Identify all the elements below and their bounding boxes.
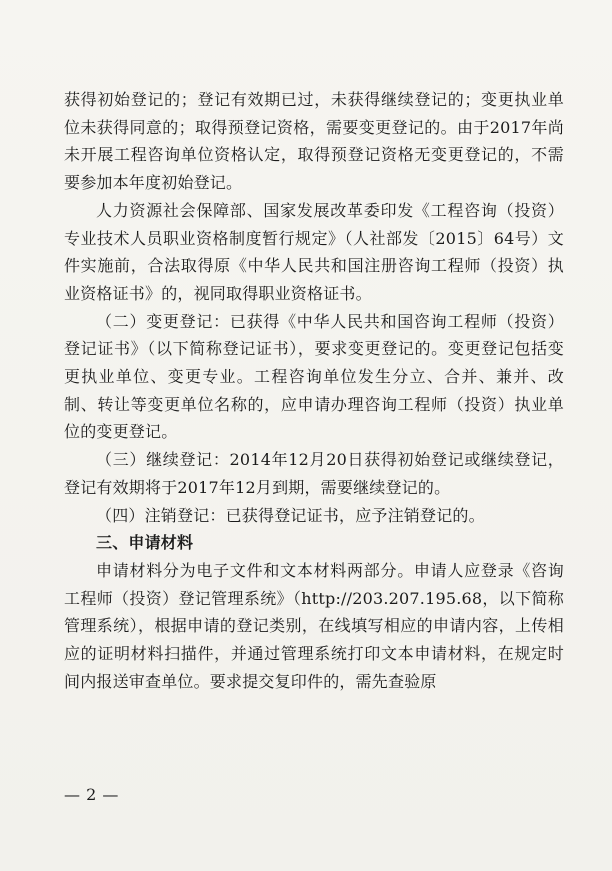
document-body [64,86,564,695]
paragraph-cancellation-registration: （四）注销登记：已获得登记证书，应予注销登记的。 [96,505,485,525]
paragraph-qualification-certificate: 人力资源社会保障部、国家发展改革委印发《工程咨询（投资）专业技术人员职业资格制度暂行规定》（人社部发〔2015〕64号）文件实施前，合法取得原《中华人民共和国注册咨询工程师（投资）执业资格证书》的，视同取得职业资格证书。 [64,200,564,303]
paragraph-change-registration: （二）变更登记：已获得《中华人民共和国咨询工程师（投资）登记证书》（以下简称登记证书），要求变更登记的。变更登记包括变更执业单位、变更专业。工程咨询单位发生分立、合并、兼并、改制、转让等变更单位名称的，应申请办理咨询工程师（投资）执业单位的变更登记。 [64,311,564,442]
paragraph-registration-conditions: 获得初始登记的；登记有效期已过，未获得继续登记的；变更执业单位未获得同意的；取得预登记资格，需要变更登记的。由于2017年尚未开展工程咨询单位资格认定，取得预登记资格无变更登记的，不需要参加本年度初始登记。 [64,90,564,193]
paragraph-application-materials: 申请材料分为电子文件和文本材料两部分。申请人应登录《咨询工程师（投资）登记管理系统》（http://203.207.195.68，以下简称管理系统），根据申请的登记类别，在线填写相应的申请内容，上传相应的证明材料扫描件，并通过管理系统打印文本申请材料，在规定时间内报送审查单位。要求提交复印件的，需先查验原 [64,560,564,691]
paragraph-continued-registration: （三）继续登记：2014年12月20日获得初始登记或继续登记，登记有效期将于2017年12月到期，需要继续登记的。 [64,450,564,497]
page-number: — 2 — [64,785,119,804]
section-heading-application-materials: 三、申请材料 [96,533,194,553]
